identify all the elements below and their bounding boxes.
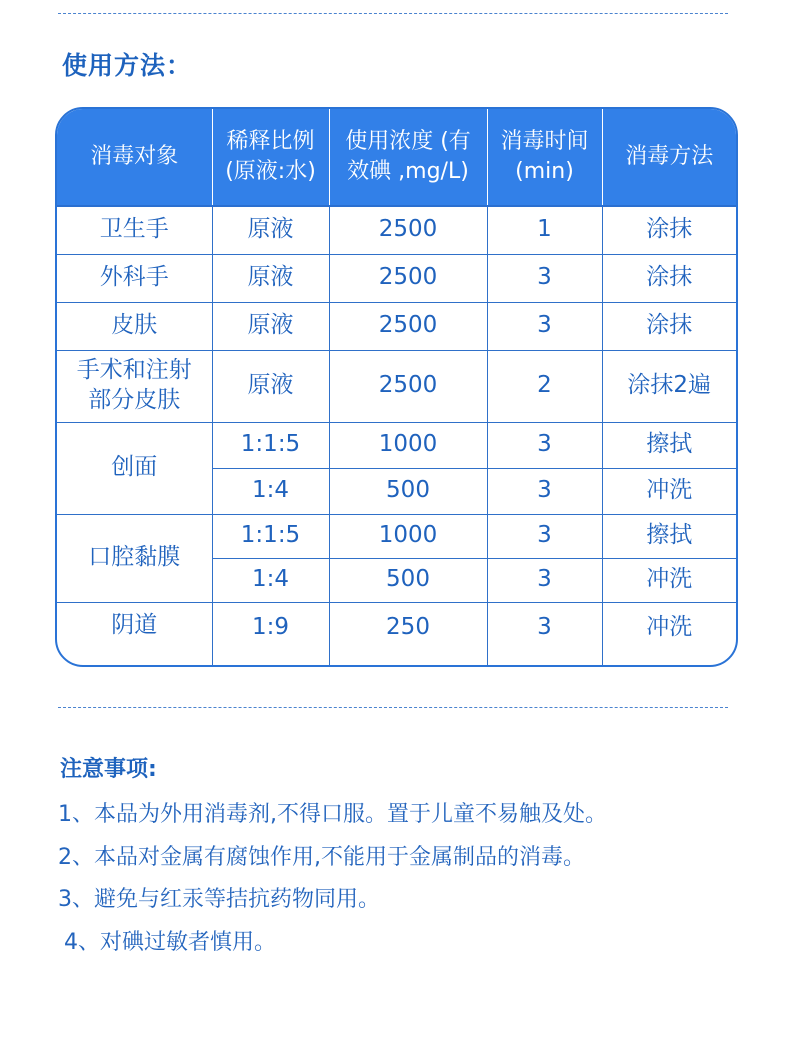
cell-method: 擦拭: [602, 514, 736, 558]
note-item: 1、本品为外用消毒剂,不得口服。置于儿童不易触及处。: [58, 802, 607, 827]
table-row: [57, 514, 736, 558]
header-target: 消毒对象: [57, 109, 212, 206]
cell-ratio: 原液: [212, 302, 329, 350]
notes-title: 注意事项:: [60, 757, 157, 782]
usage-table-container: [55, 107, 738, 667]
cell-time: 1: [487, 206, 602, 254]
cell-method: 涂抹: [602, 302, 736, 350]
cell-method: 冲洗: [602, 558, 736, 602]
note-item: 4、对碘过敏者慎用。: [64, 930, 276, 955]
top-divider: [58, 13, 728, 14]
usage-title: 使用方法：: [62, 51, 193, 80]
cell-target: 创面: [57, 422, 212, 514]
cell-method: 冲洗: [646, 613, 693, 640]
table-row: [57, 422, 736, 468]
cell-concentration: 2500: [329, 254, 487, 302]
table-row: [57, 206, 736, 254]
table-row: [57, 254, 736, 302]
cell-target: 口腔黏膜: [57, 514, 212, 602]
cell-target: 皮肤: [57, 302, 212, 350]
cell-ratio: 1:4: [212, 468, 329, 514]
table-row: [57, 602, 736, 665]
note-item: 2、本品对金属有腐蚀作用,不能用于金属制品的消毒。: [58, 845, 585, 870]
cell-method: 擦拭: [602, 422, 736, 468]
middle-divider: [58, 707, 728, 708]
cell-ratio: 1:9: [212, 602, 329, 665]
cell-time: 3: [487, 302, 602, 350]
header-time: 消毒时间 (min): [487, 109, 602, 206]
cell-time: 3: [487, 468, 602, 514]
cell-concentration: 1000: [329, 422, 487, 468]
cell-ratio: 原液: [212, 254, 329, 302]
header-ratio: 稀释比例 (原液:水): [212, 109, 329, 206]
cell-method: 涂抹: [602, 254, 736, 302]
cell-concentration: 2500: [329, 302, 487, 350]
table-header-row: [57, 109, 736, 206]
cell-ratio: 1:1:5: [212, 422, 329, 468]
cell-target: 卫生手: [57, 206, 212, 254]
cell-concentration: 1000: [329, 514, 487, 558]
header-method: 消毒方法: [602, 109, 736, 206]
cell-method: 冲洗: [602, 468, 736, 514]
cell-concentration: 500: [329, 468, 487, 514]
cell-concentration: 2500: [329, 350, 487, 422]
cell-concentration: 2500: [329, 206, 487, 254]
header-concentration: 使用浓度 (有 效碘 ,mg/L): [329, 109, 487, 206]
table-row: [57, 302, 736, 350]
cell-ratio: 1:1:5: [212, 514, 329, 558]
usage-table: [57, 109, 736, 665]
table-row: [57, 350, 736, 422]
cell-target: 外科手: [57, 254, 212, 302]
cell-concentration: 500: [329, 558, 487, 602]
cell-ratio: 原液: [212, 206, 329, 254]
cell-ratio: 原液: [212, 350, 329, 422]
note-item: 3、避免与红汞等拮抗药物同用。: [58, 887, 380, 912]
cell-method: 涂抹2遍: [602, 350, 736, 422]
cell-time: 3: [487, 514, 602, 558]
cell-target: 阴道: [57, 602, 212, 665]
cell-target: 手术和注射 部分皮肤: [57, 350, 212, 422]
cell-time: 2: [487, 350, 602, 422]
cell-time: 3: [487, 254, 602, 302]
cell-time: 3: [487, 558, 602, 602]
cell-time: 3: [487, 422, 602, 468]
cell-concentration: 250: [329, 602, 487, 665]
cell-ratio: 1:4: [212, 558, 329, 602]
cell-time: 3: [487, 602, 602, 665]
cell-method: 涂抹: [602, 206, 736, 254]
